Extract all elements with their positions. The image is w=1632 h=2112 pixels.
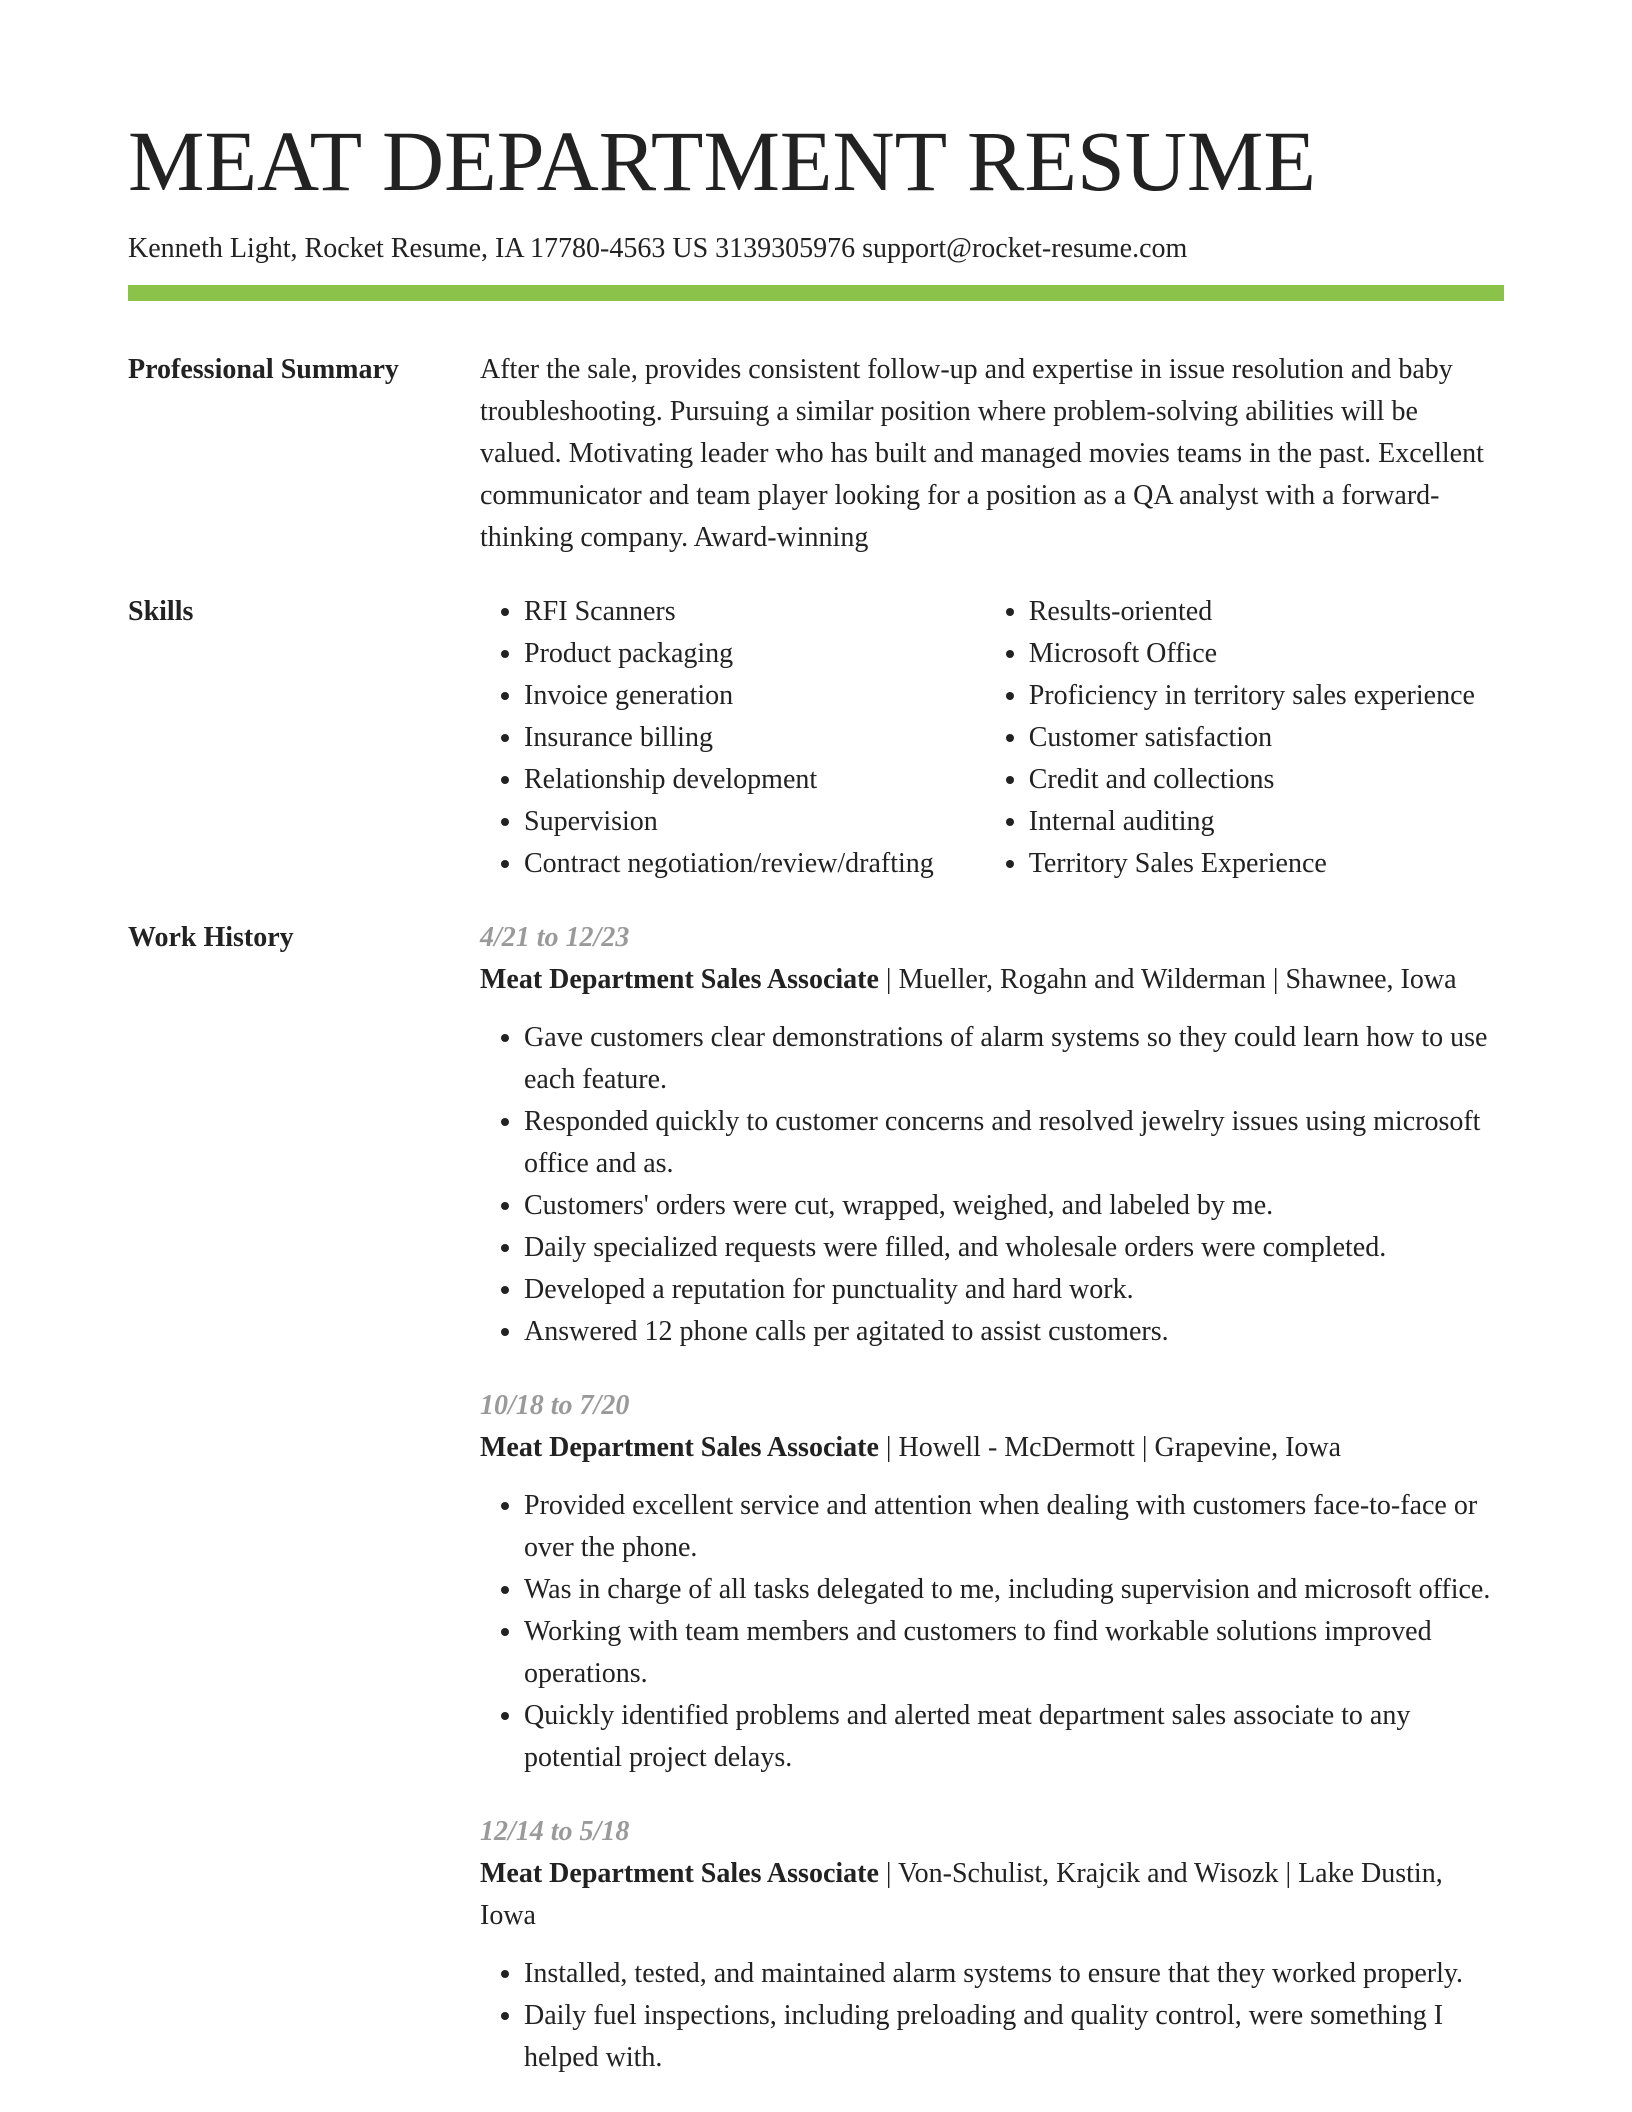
job-bullet: • Answered 12 phone calls per agitated to assist customers. — [524, 1311, 1504, 1353]
job-bullets — [480, 1953, 1504, 2079]
job-bullet: • Customers' orders were cut, wrapped, weighed, and labeled by me. — [524, 1185, 1504, 1227]
job-bullet: • Working with team members and customers to find workable solutions improved operations. — [524, 1611, 1504, 1695]
contact-line: Kenneth Light, Rocket Resume, IA 17780-4563 US 3139305976 support@rocket-resume.com — [128, 233, 1188, 264]
job-bullet: • Was in charge of all tasks delegated to me, including supervision and microsoft office. — [524, 1569, 1504, 1611]
skills-section — [480, 591, 1504, 885]
job-bullet: • Daily specialized requests were filled, and wholesale orders were completed. — [524, 1227, 1504, 1269]
skill-item: • Contract negotiation/review/drafting — [524, 843, 985, 885]
job-heading — [480, 1853, 1504, 1937]
job-details: | Mueller, Rogahn and Wilderman | Shawnee, Iowa — [878, 964, 1457, 995]
job-heading — [480, 1427, 1504, 1469]
job-dates: 12/14 to 5/18 — [480, 1816, 630, 1847]
job-bullet: • Provided excellent service and attention when dealing with customers face-to-face or over the phone. — [524, 1485, 1504, 1569]
job-bullet: • Gave customers clear demonstrations of alarm systems so they could learn how to use each feature. — [524, 1017, 1504, 1101]
skill-item: • Territory Sales Experience — [1029, 843, 1504, 885]
job-title: Meat Department Sales Associate — [480, 1858, 879, 1889]
job-details: | Von-Schulist, Krajcik and Wisozk | Lake Dustin, Iowa — [480, 1858, 1443, 1931]
skill-item: • Credit and collections — [1029, 759, 1504, 801]
skill-item: • Supervision — [524, 801, 985, 843]
work-history-section — [480, 917, 1504, 2111]
skills-label: Skills — [128, 596, 194, 627]
job-bullet: • Developed a reputation for punctuality and hard work. — [524, 1269, 1504, 1311]
skill-item: • Product packaging — [524, 633, 985, 675]
skill-item: • Invoice generation — [524, 675, 985, 717]
accent-divider — [128, 285, 1504, 301]
job-title: Meat Department Sales Associate — [480, 964, 879, 995]
job-bullet: • Responded quickly to customer concerns and resolved jewelry issues using microsoft office and as. — [524, 1101, 1504, 1185]
skills-list-right — [985, 591, 1504, 885]
skill-item: • Proficiency in territory sales experience — [1029, 675, 1504, 717]
job-heading — [480, 959, 1504, 1001]
skill-item: • Insurance billing — [524, 717, 985, 759]
job-dates: 10/18 to 7/20 — [480, 1390, 630, 1421]
page-title: MEAT DEPARTMENT RESUME — [128, 113, 1316, 209]
job-entry — [480, 1811, 1504, 2079]
job-entry — [480, 1385, 1504, 1779]
job-bullet: • Daily fuel inspections, including preloading and quality control, were something I helped with. — [524, 1995, 1504, 2079]
work-history-label: Work History — [128, 922, 294, 953]
job-bullets — [480, 1017, 1504, 1353]
job-title: Meat Department Sales Associate — [480, 1432, 879, 1463]
skill-item: • Relationship development — [524, 759, 985, 801]
job-details: | Howell - McDermott | Grapevine, Iowa — [878, 1432, 1342, 1463]
summary-section — [480, 349, 1504, 559]
skill-item: • Customer satisfaction — [1029, 717, 1504, 759]
job-entry — [480, 917, 1504, 1353]
skills-list-left — [480, 591, 985, 885]
skill-item: • Microsoft Office — [1029, 633, 1504, 675]
skill-item: • Internal auditing — [1029, 801, 1504, 843]
summary-label: Professional Summary — [128, 354, 399, 385]
job-bullet: • Installed, tested, and maintained alarm systems to ensure that they worked properly. — [524, 1953, 1504, 1995]
job-bullets — [480, 1485, 1504, 1779]
skill-item: • Results-oriented — [1029, 591, 1504, 633]
job-dates: 4/21 to 12/23 — [480, 922, 630, 953]
summary-text: After the sale, provides consistent follow-up and expertise in issue resolution and baby troubleshooting. Pursuing a similar position where problem-solving abilities will be valued. Motivating leader who has built and managed movies teams in the past. Excellent communicator and team player looking for a position as a QA analyst with a forward-thinking company. Award-winning — [480, 354, 1484, 553]
job-bullet: • Quickly identified problems and alerted meat department sales associate to any potential project delays. — [524, 1695, 1504, 1779]
skill-item: • RFI Scanners — [524, 591, 985, 633]
